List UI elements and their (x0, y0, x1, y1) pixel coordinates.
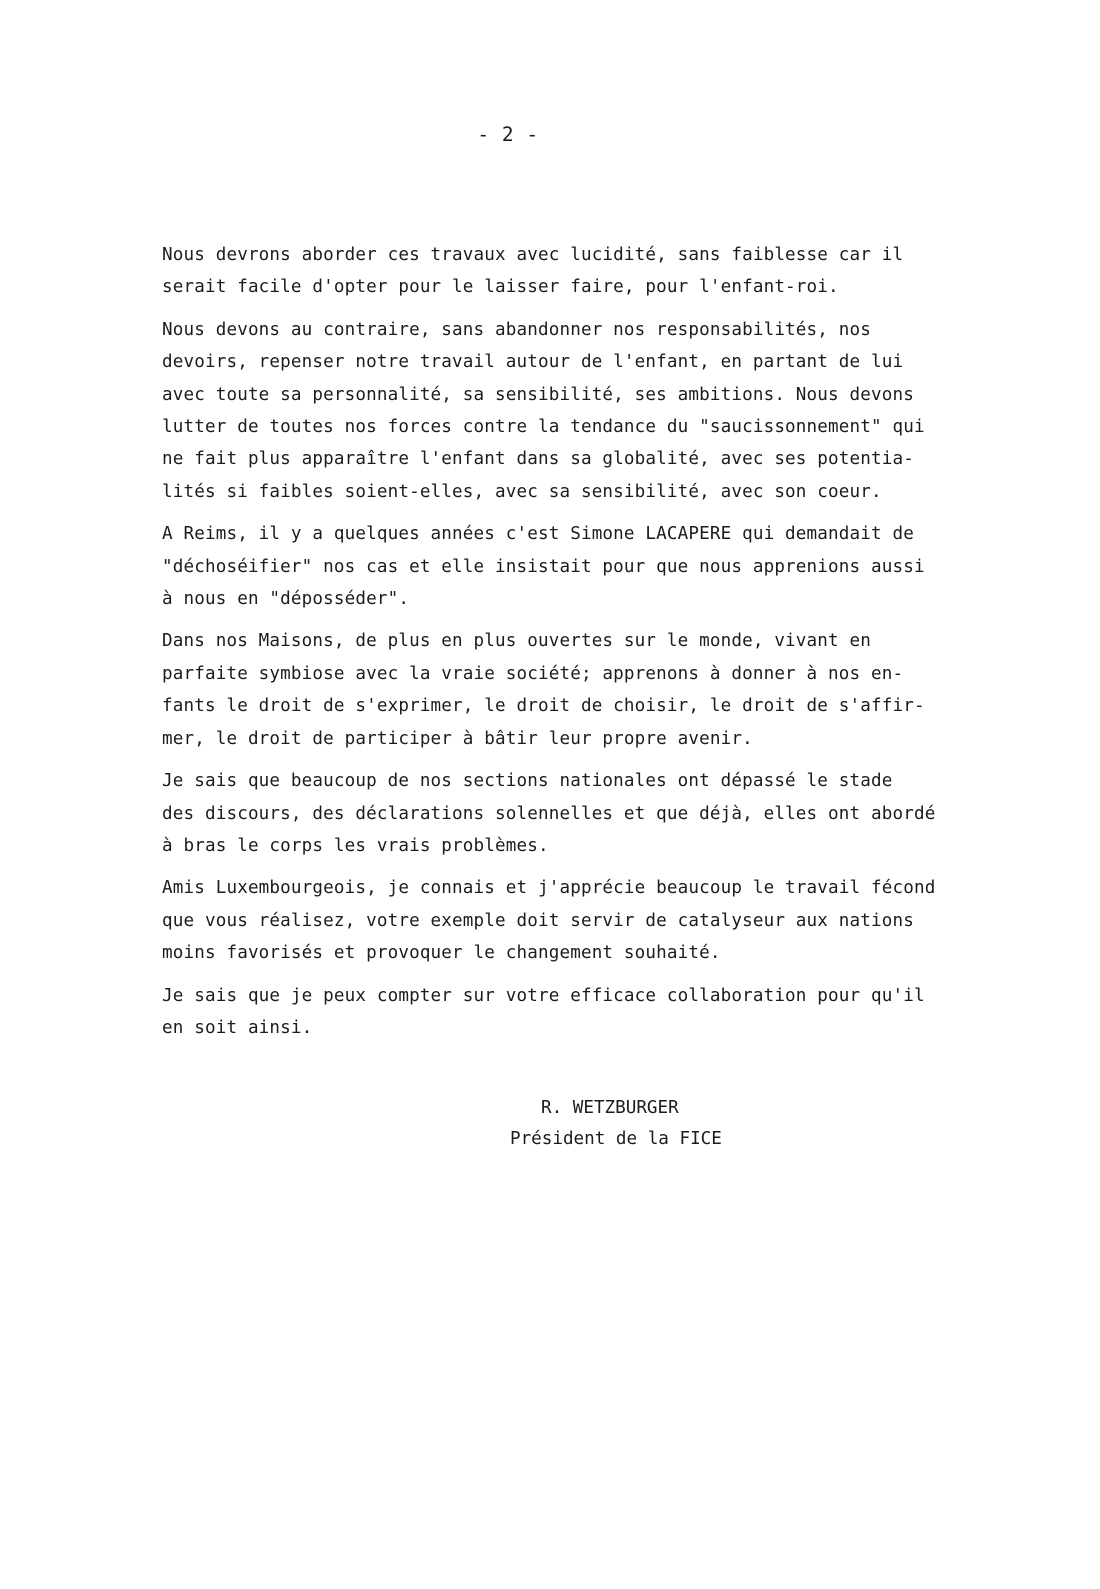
signature-block (510, 1093, 770, 1155)
text-line: Nous devrons aborder ces travaux avec lucidité, sans faiblesse car il (162, 245, 904, 265)
text-line: mer, le droit de participer à bâtir leur propre avenir. (162, 728, 753, 749)
text-line: lutter de toutes nos forces contre la tendance du "saucissonnement" qui (162, 417, 925, 438)
text-line: serait facile d'opter pour le laisser faire, pour l'enfant-roi. (162, 277, 839, 298)
text-line: que vous réalisez, votre exemple doit servir de catalyseur aux nations (162, 910, 914, 931)
text-line: Amis Luxembourgeois, je connais et j'apprécie beaucoup le travail fécond (162, 878, 936, 899)
text-line: Dans nos Maisons, de plus en plus ouvertes sur le monde, vivant en (162, 631, 871, 652)
text-line: à bras le corps les vrais problèmes. (162, 835, 549, 856)
text-line: Nous devons au contraire, sans abandonner nos responsabilités, nos (162, 319, 871, 340)
page-number: - 2 - (477, 123, 539, 146)
paragraph-6 (162, 872, 942, 969)
text-line: parfaite symbiose avec la vraie société; apprenons à donner à nos en- (162, 663, 904, 684)
text-line: des discours, des déclarations solennelles et que déjà, elles ont abordé (162, 803, 936, 824)
text-line: fants le droit de s'exprimer, le droit de choisir, le droit de s'affir- (162, 696, 925, 717)
paragraph-4 (162, 625, 942, 755)
text-line: A Reims, il y a quelques années c'est Simone LACAPERE qui demandait de (162, 524, 914, 545)
text-line: moins favorisés et provoquer le changement souhaité. (162, 943, 721, 964)
letter-body (162, 239, 942, 1054)
text-line: devoirs, repenser notre travail autour de l'enfant, en partant de lui (162, 352, 904, 373)
text-line: Je sais que je peux compter sur votre efficace collaboration pour qu'il (162, 985, 925, 1006)
signatory-title: Président de la FICE (510, 1129, 722, 1149)
paragraph-3 (162, 518, 942, 615)
text-line: Je sais que beaucoup de nos sections nationales ont dépassé le stade (162, 771, 893, 792)
text-line: en soit ainsi. (162, 1017, 313, 1038)
text-line: lités si faibles soient-elles, avec sa sensibilité, avec son coeur. (162, 481, 882, 502)
paragraph-7 (162, 980, 942, 1045)
text-line: ne fait plus apparaître l'enfant dans sa globalité, avec ses potentia- (162, 449, 914, 470)
paragraph-1 (162, 239, 942, 304)
text-line: avec toute sa personnalité, sa sensibilité, ses ambitions. Nous devons (162, 384, 914, 405)
text-line: à nous en "déposséder". (162, 589, 410, 610)
text-line: "déchoséifier" nos cas et elle insistait pour que nous apprenions aussi (162, 556, 925, 577)
paragraph-5 (162, 765, 942, 862)
signatory-name: R. WETZBURGER (541, 1098, 679, 1118)
paragraph-2 (162, 314, 942, 508)
